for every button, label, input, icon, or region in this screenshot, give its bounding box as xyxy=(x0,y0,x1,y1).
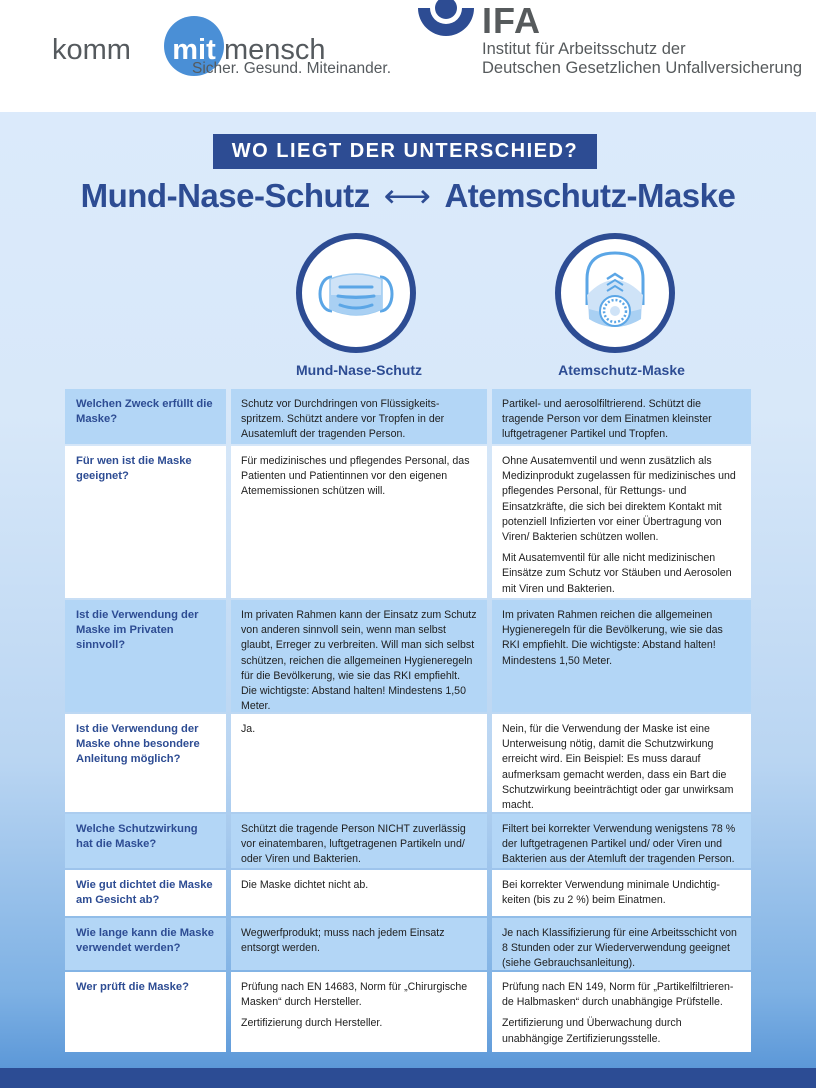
cell-text: Ja. xyxy=(241,723,256,735)
question-cell: Für wen ist die Maske geeignet? xyxy=(65,446,226,598)
ifa-name-line-2: Deutschen Gesetzlichen Unfallversicherung xyxy=(482,59,803,77)
mund-nase-schutz-cell xyxy=(231,972,487,1052)
cell-text: Prüfung nach EN 149, Norm für „Partikelfiltrieren-de Halbmasken“ durch unabhängige Prüfstelle. xyxy=(502,981,734,1009)
title-right: Atemschutz-Maske xyxy=(444,177,736,214)
question-cell: Welche Schutzwirkung hat die Maske? xyxy=(65,814,226,868)
footer-bar xyxy=(0,1068,816,1088)
question-cell: Ist die Verwendung der Maske ohne besondere Anleitung möglich? xyxy=(65,714,226,812)
kmm-word-left: komm xyxy=(52,34,131,66)
atemschutz-maske-cell xyxy=(492,972,751,1052)
cell-text: Wegwerfprodukt; muss nach jedem Einsatz entsorgt werden. xyxy=(241,927,445,955)
table-row xyxy=(65,870,751,916)
column-header-atemschutz-maske: Atemschutz-Maske xyxy=(558,362,685,378)
mund-nase-schutz-cell xyxy=(231,389,487,444)
banner-heading: WO LIEGT DER UNTERSCHIED? xyxy=(213,134,597,169)
atemschutz-maske-cell xyxy=(492,446,751,598)
question-cell: Ist die Verwendung der Maske im Privaten sinnvoll? xyxy=(65,600,226,712)
table-row xyxy=(65,918,751,970)
atemschutz-maske-cell xyxy=(492,814,751,868)
cell-text: Filtert bei korrekter Verwendung wenigstens 78 % der luftgetragenen Partikel und/ oder Viren und Bakterien aus der Atemluft der tragenden Person. xyxy=(502,823,736,866)
cell-text: Mit Ausatemventil für alle nicht medizinischen Einsätze zum Schutz vor Stäuben und Aerosolen mit Viren und Bakterien. xyxy=(502,552,732,595)
cell-text: Zertifizierung durch Hersteller. xyxy=(241,1017,383,1030)
atemschutz-maske-cell xyxy=(492,918,751,970)
atemschutz-maske-cell xyxy=(492,389,751,444)
cell-text: Zertifizierung und Überwachung durch unabhängige Zertifizierungsstelle. xyxy=(502,1017,682,1045)
column-header-mund-nase-schutz: Mund-Nase-Schutz xyxy=(296,362,422,378)
cell-text: Schutz vor Durchdringen von Flüssigkeits-spritzem. Schützt andere vor Tropfen in der Ausatemluft der tragenden Person. xyxy=(241,398,445,441)
table-row xyxy=(65,446,751,598)
atemschutz-maske-cell xyxy=(492,600,751,712)
atemschutz-maske-cell xyxy=(492,870,751,916)
cell-text: Im privaten Rahmen kann der Einsatz zum Schutz von anderen sinnvoll sein, wenn man selbst glaubt, Erreger zu verbreiten. Will man sich selbst schützen, reichen die allgemeinen Hygieneregeln für die Bevölkerung, wie sie das RKI empfiehlt. Die wichtigste: Abstand halten! Mindestens 1,50 Meter. xyxy=(241,609,477,713)
table-row xyxy=(65,714,751,812)
ifa-acronym: IFA xyxy=(482,0,542,41)
cell-text: Je nach Klassifizierung für eine Arbeitsschicht von 8 Stunden oder zur Wiederverwendung geeignet (siehe Gebrauchsanleitung). xyxy=(502,927,737,970)
kmm-word-right: mensch xyxy=(224,34,326,66)
cell-text: Bei korrekter Verwendung minimale Undichtig-keiten (bis zu 2 %) beim Einatmen. xyxy=(502,879,720,907)
cell-text: Partikel- und aerosolfiltrierend. Schützt die tragende Person vor dem Einatmen kleinster luftgetragener Partikel und Tropfen. xyxy=(502,398,712,441)
page-header xyxy=(0,0,816,112)
surgical-mask-icon xyxy=(296,233,416,353)
table-row xyxy=(65,389,751,444)
cell-text: Prüfung nach EN 14683, Norm für „Chirurgische Masken“ durch Hersteller. xyxy=(241,981,468,1009)
table-row xyxy=(65,600,751,712)
mund-nase-schutz-cell xyxy=(231,714,487,812)
kmm-word-mid: mit xyxy=(172,34,216,66)
cell-text: Die Maske dichtet nicht ab. xyxy=(241,879,369,891)
ifa-emblem-icon xyxy=(416,0,476,40)
ifa-logo xyxy=(416,0,806,90)
cell-text: Ohne Ausatemventil und wenn zusätzlich als Medizinprodukt zugelassen für medizinisches und pflegendes Personal, für Rettungs- und Einsatzkräfte, die sich bei direktem Kontakt mit potenziell Infizierten vor einer Übertragung von Viren/ Bakterien schützen wollen. xyxy=(502,455,736,544)
double-arrow-icon: ⟷ xyxy=(383,177,431,214)
mund-nase-schutz-cell xyxy=(231,814,487,868)
kommmitmensch-logo xyxy=(52,14,392,84)
mund-nase-schutz-cell xyxy=(231,446,487,598)
atemschutz-maske-cell xyxy=(492,714,751,812)
kmm-tagline: Sicher. Gesund. Miteinander. xyxy=(192,60,392,77)
table-row xyxy=(65,972,751,1052)
respirator-mask-icon xyxy=(555,233,675,353)
question-cell: Wie gut dichtet die Maske am Gesicht ab? xyxy=(65,870,226,916)
cell-text: Nein, für die Verwendung der Maske ist eine Unterweisung nötig, damit die Schutzwirkung erreicht wird. Ein Beispiel: Es muss darauf aufmerksam gemacht werden, dass ein Bart die Schutzwirkung beeinträchtigt oder gar unwirksam macht. xyxy=(502,723,734,812)
mund-nase-schutz-cell xyxy=(231,870,487,916)
cell-text: Für medizinisches und pflegendes Personal, das Patienten und Patientinnen vor den eigenen Atememissionen schützen will. xyxy=(241,455,470,498)
question-cell: Wie lange kann die Maske verwendet werden? xyxy=(65,918,226,970)
title-left: Mund-Nase-Schutz xyxy=(80,177,370,214)
cell-text: Schützt die tragende Person NICHT zuverlässig vor einatembaren, luftgetragenen Partikeln und/ oder Viren und Bakterien. xyxy=(241,823,466,866)
mund-nase-schutz-cell xyxy=(231,600,487,712)
table-row xyxy=(65,814,751,868)
main-title xyxy=(40,176,776,215)
mund-nase-schutz-cell xyxy=(231,918,487,970)
question-cell: Wer prüft die Maske? xyxy=(65,972,226,1052)
question-cell: Welchen Zweck erfüllt die Maske? xyxy=(65,389,226,444)
cell-text: Im privaten Rahmen reichen die allgemeinen Hygieneregeln für die Bevölkerung, wie sie das RKI empfiehlt. Die wichtigste: Abstand halten! Mindestens 1,50 Meter. xyxy=(502,609,723,667)
ifa-name-line-1: Institut für Arbeitsschutz der xyxy=(482,40,686,58)
